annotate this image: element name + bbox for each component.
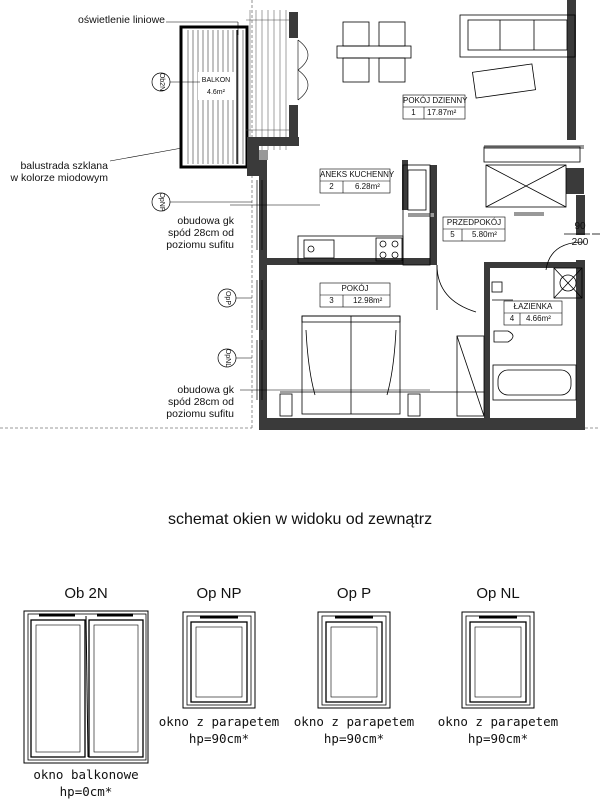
window-desc-ob2n-height: hp=0cm*	[59, 784, 113, 799]
bedroom-furniture	[280, 316, 484, 416]
note-railing-line1: balustrada szklana	[20, 160, 108, 172]
note-cover1-line1: obudowa gk	[177, 215, 234, 227]
window-tag-opp: OpP	[224, 290, 231, 305]
window-code-opnl: Op NL	[476, 585, 520, 602]
window-code-opp: Op P	[336, 585, 372, 602]
room-hall-number: 5	[450, 230, 455, 239]
note-cover2-line3: poziomu sufitu	[166, 408, 234, 420]
room-hall-area: 5.80m²	[472, 230, 497, 239]
window-desc-opp	[284, 713, 424, 747]
window-elevation-opnp	[183, 612, 255, 708]
window-desc-opnl	[428, 713, 568, 747]
window-desc-opnp-type: okno z parapetem	[158, 714, 280, 729]
door-width: 90	[574, 221, 586, 232]
note-cover2-line2: spód 28cm od	[168, 396, 234, 408]
window-elevation-opnl	[462, 612, 534, 708]
room-living-area: 17.87m²	[427, 108, 457, 117]
room-kitchen-name: ANEKS KUCHENNY	[320, 170, 395, 179]
balcony-area: 4.6m²	[207, 89, 225, 96]
window-desc-ob2n	[16, 766, 156, 800]
window-schema-title: schemat okien w widoku od zewnątrz	[167, 511, 433, 528]
note-drywall-cover-1	[120, 215, 234, 251]
room-kitchen-number: 2	[329, 182, 334, 191]
room-bathroom-area: 4.66m²	[526, 314, 551, 323]
window-code-opnp: Op NP	[196, 585, 242, 602]
balcony-name: BALKON	[201, 77, 231, 84]
window-elevation-opp	[318, 612, 390, 708]
note-cover1-line2: spód 28cm od	[168, 227, 234, 239]
note-linear-lighting: oświetlenie liniowe	[78, 14, 165, 26]
note-cover2-line1: obudowa gk	[177, 384, 234, 396]
window-desc-opp-height: hp=90cm*	[323, 731, 385, 746]
window-desc-ob2n-type: okno balkonowe	[33, 767, 139, 782]
window-elevation-ob2n	[24, 611, 148, 763]
note-railing-line2: w kolorze miodowym	[10, 172, 108, 184]
room-bedroom-name: POKÓJ	[341, 284, 369, 293]
note-cover1-line3: poziomu sufitu	[166, 239, 234, 251]
room-bedroom-number: 3	[329, 296, 334, 305]
window-desc-opnl-height: hp=90cm*	[467, 731, 529, 746]
note-drywall-cover-2	[120, 384, 234, 420]
room-living-number: 1	[411, 108, 416, 117]
room-hall-name: PRZEDPOKÓJ	[446, 218, 502, 227]
room-bedroom-area: 12.98m²	[353, 296, 383, 305]
window-tag-ob2n: Ob2N	[158, 72, 165, 92]
room-living-name: POKÓJ DZIENNY	[403, 96, 468, 105]
window-tag-opnl: OpNL	[224, 348, 231, 368]
room-bathroom-name: ŁAZIENKA	[513, 302, 553, 311]
room-bathroom-number: 4	[509, 314, 515, 323]
window-desc-opnp	[149, 713, 289, 747]
window-tag-opnp: OpNP	[158, 192, 165, 212]
door-height: 200	[571, 237, 589, 248]
window-desc-opnl-type: okno z parapetem	[437, 714, 559, 729]
note-glass-railing	[0, 160, 108, 184]
room-kitchen-area: 6.28m²	[355, 182, 380, 191]
window-desc-opnp-height: hp=90cm*	[188, 731, 250, 746]
balcony-door	[298, 40, 308, 100]
window-desc-opp-type: okno z parapetem	[293, 714, 415, 729]
window-code-ob2n: Ob 2N	[64, 585, 108, 602]
